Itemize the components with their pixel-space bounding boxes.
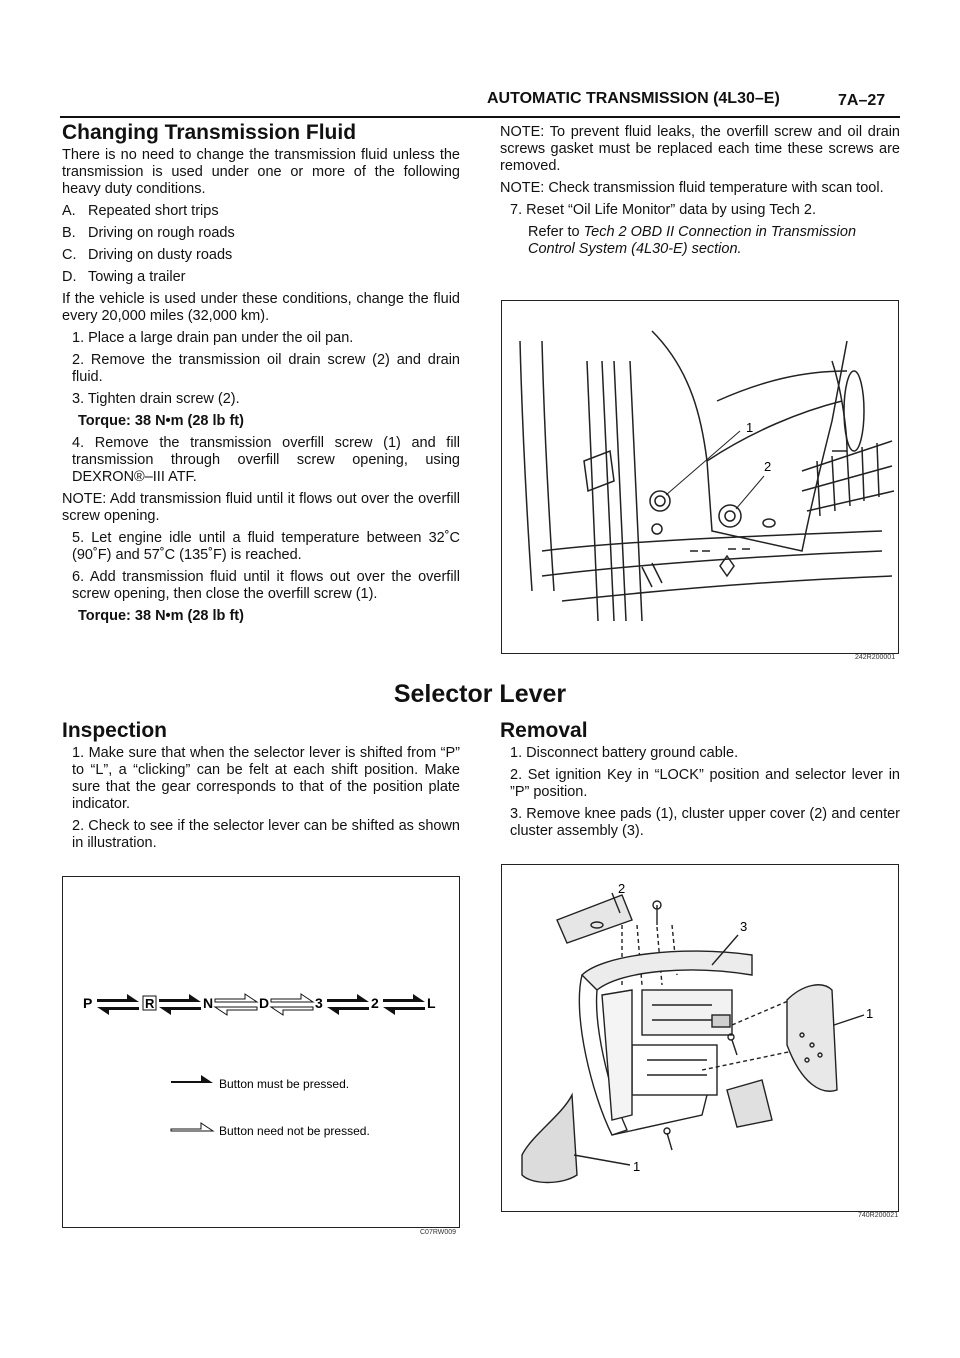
- step-4: 4. Remove the transmission overfill screw (1) and fill transmission through overfill screw opening, using DEXRON®–III ATF.: [72, 435, 460, 485]
- condition-item: C. Driving on dusty roads: [62, 247, 233, 263]
- gear-n: N: [203, 995, 214, 1011]
- callout-leader-1-right: [834, 1015, 864, 1025]
- step-3: 3. Tighten drain screw (2).: [72, 391, 240, 407]
- shift-arrow-p-r: [97, 994, 139, 1015]
- gear-l: L: [427, 995, 436, 1011]
- change-interval-paragraph: If the vehicle is used under these conditions, change the fluid every 20,000 miles (32,000 km).: [62, 291, 460, 324]
- step-7: 7. Reset “Oil Life Monitor” data by using Tech 2.: [510, 202, 816, 218]
- tech2-reference-link[interactable]: Tech 2 OBD II Connection in Transmission Control System (4L30-E) section.: [528, 224, 857, 257]
- callout-leader-1: [666, 431, 740, 495]
- callout-2: 2: [764, 459, 772, 474]
- shift-arrow-2-l: [383, 994, 425, 1015]
- step-5: 5. Let engine idle until a fluid temperature between 32˚C (90˚F) and 57˚C (135˚F) is reached.: [72, 530, 460, 563]
- shift-arrow-3-2: [327, 994, 369, 1015]
- cluster-figure: [501, 864, 899, 1212]
- changing-fluid-heading: Changing Transmission Fluid: [62, 121, 357, 144]
- callout-leader-2: [736, 476, 764, 509]
- legend-thin-arrow: [171, 1123, 213, 1131]
- cluster-exploded-illustration: [502, 865, 898, 1211]
- shift-pattern-figure-code: C07RW009: [420, 1229, 457, 1236]
- oil-pan-illustration: [502, 301, 898, 653]
- selector-lever-heading: Selector Lever: [393, 680, 567, 708]
- removal-step-2: 2. Set ignition Key in “LOCK” position and selector lever in ”P” position.: [510, 767, 900, 800]
- callout-leader-1-left: [574, 1155, 630, 1165]
- legend-pressed: Button must be pressed.: [219, 1077, 350, 1091]
- inspection-step-2: 2. Check to see if the selector lever can be shifted as shown in illustration.: [72, 818, 460, 851]
- oil-pan-figure: [501, 300, 899, 654]
- gear-2: 2: [371, 995, 379, 1011]
- removal-section: [500, 719, 900, 845]
- step-1: 1. Place a large drain pan under the oil pan.: [72, 330, 354, 346]
- oil-pan-figure-code: 242R200001: [855, 654, 896, 661]
- inspection-heading: Inspection: [62, 719, 168, 742]
- inspection-step-1: 1. Make sure that when the selector lever is shifted from “P” to “L”, a “clicking” can be felt at each shift position. Make sure that the gear corresponds to that of the position plate indicator.: [72, 745, 460, 812]
- note-scan-tool: NOTE: Check transmission fluid temperature with scan tool.: [500, 180, 884, 196]
- callout-1-right: 1: [866, 1006, 874, 1021]
- legend-not-pressed: Button need not be pressed.: [219, 1124, 370, 1138]
- removal-step-1: 1. Disconnect battery ground cable.: [510, 745, 739, 761]
- selector-lever-heading-wrap: [0, 680, 960, 709]
- shift-pattern-figure: [62, 876, 460, 1228]
- callout-1-left: 1: [633, 1159, 641, 1174]
- callout-1: 1: [746, 420, 754, 435]
- torque-spec-1: Torque: 38 N•m (28 lb ft): [78, 413, 244, 429]
- header-rule: [60, 116, 900, 118]
- page-number: 7A–27: [838, 92, 886, 109]
- changing-fluid-section: [62, 121, 460, 630]
- shift-arrow-r-n: [159, 994, 201, 1015]
- torque-spec-2: Torque: 38 N•m (28 lb ft): [78, 608, 244, 624]
- inspection-section: [62, 719, 460, 857]
- shift-arrow-d-3: [271, 994, 313, 1015]
- shift-pattern-illustration: [63, 877, 459, 1227]
- cluster-figure-code: 740R200021: [858, 1212, 899, 1219]
- intro-paragraph: There is no need to change the transmission fluid unless the transmission is used under one or more of the following heavy duty conditions.: [62, 147, 460, 197]
- callout-2: 2: [618, 881, 626, 896]
- condition-item: B. Driving on rough roads: [62, 225, 235, 241]
- step-6: 6. Add transmission fluid until it flows out over the overfill screw opening, then close the overfill screw (1).: [72, 569, 460, 602]
- gear-3: 3: [315, 995, 323, 1011]
- shift-arrow-n-d: [215, 994, 257, 1015]
- note-gasket: NOTE: To prevent fluid leaks, the overfill screw and oil drain screws gasket must be replaced each time these screws are removed.: [500, 124, 900, 174]
- removal-heading: Removal: [500, 719, 588, 742]
- running-header-title: AUTOMATIC TRANSMISSION (4L30–E): [487, 90, 780, 107]
- refer-paragraph: Refer to Tech 2 OBD II Connection in Transmission Control System (4L30-E) section.: [528, 224, 857, 257]
- gear-d: D: [259, 995, 270, 1011]
- step-2: 2. Remove the transmission oil drain screw (2) and drain fluid.: [72, 352, 460, 385]
- removal-step-3: 3. Remove knee pads (1), cluster upper cover (2) and center cluster assembly (3).: [510, 806, 900, 839]
- gear-r: R: [145, 996, 155, 1011]
- condition-item: A. Repeated short trips: [62, 203, 219, 219]
- condition-item: D. Towing a trailer: [62, 269, 186, 285]
- legend-bold-arrow: [171, 1075, 213, 1083]
- gear-p: P: [83, 995, 93, 1011]
- note-overfill: NOTE: Add transmission fluid until it flows out over the overfill screw opening.: [62, 491, 460, 524]
- callout-3: 3: [740, 919, 748, 934]
- conditions-list: [62, 203, 460, 286]
- changing-fluid-continued: [500, 124, 900, 258]
